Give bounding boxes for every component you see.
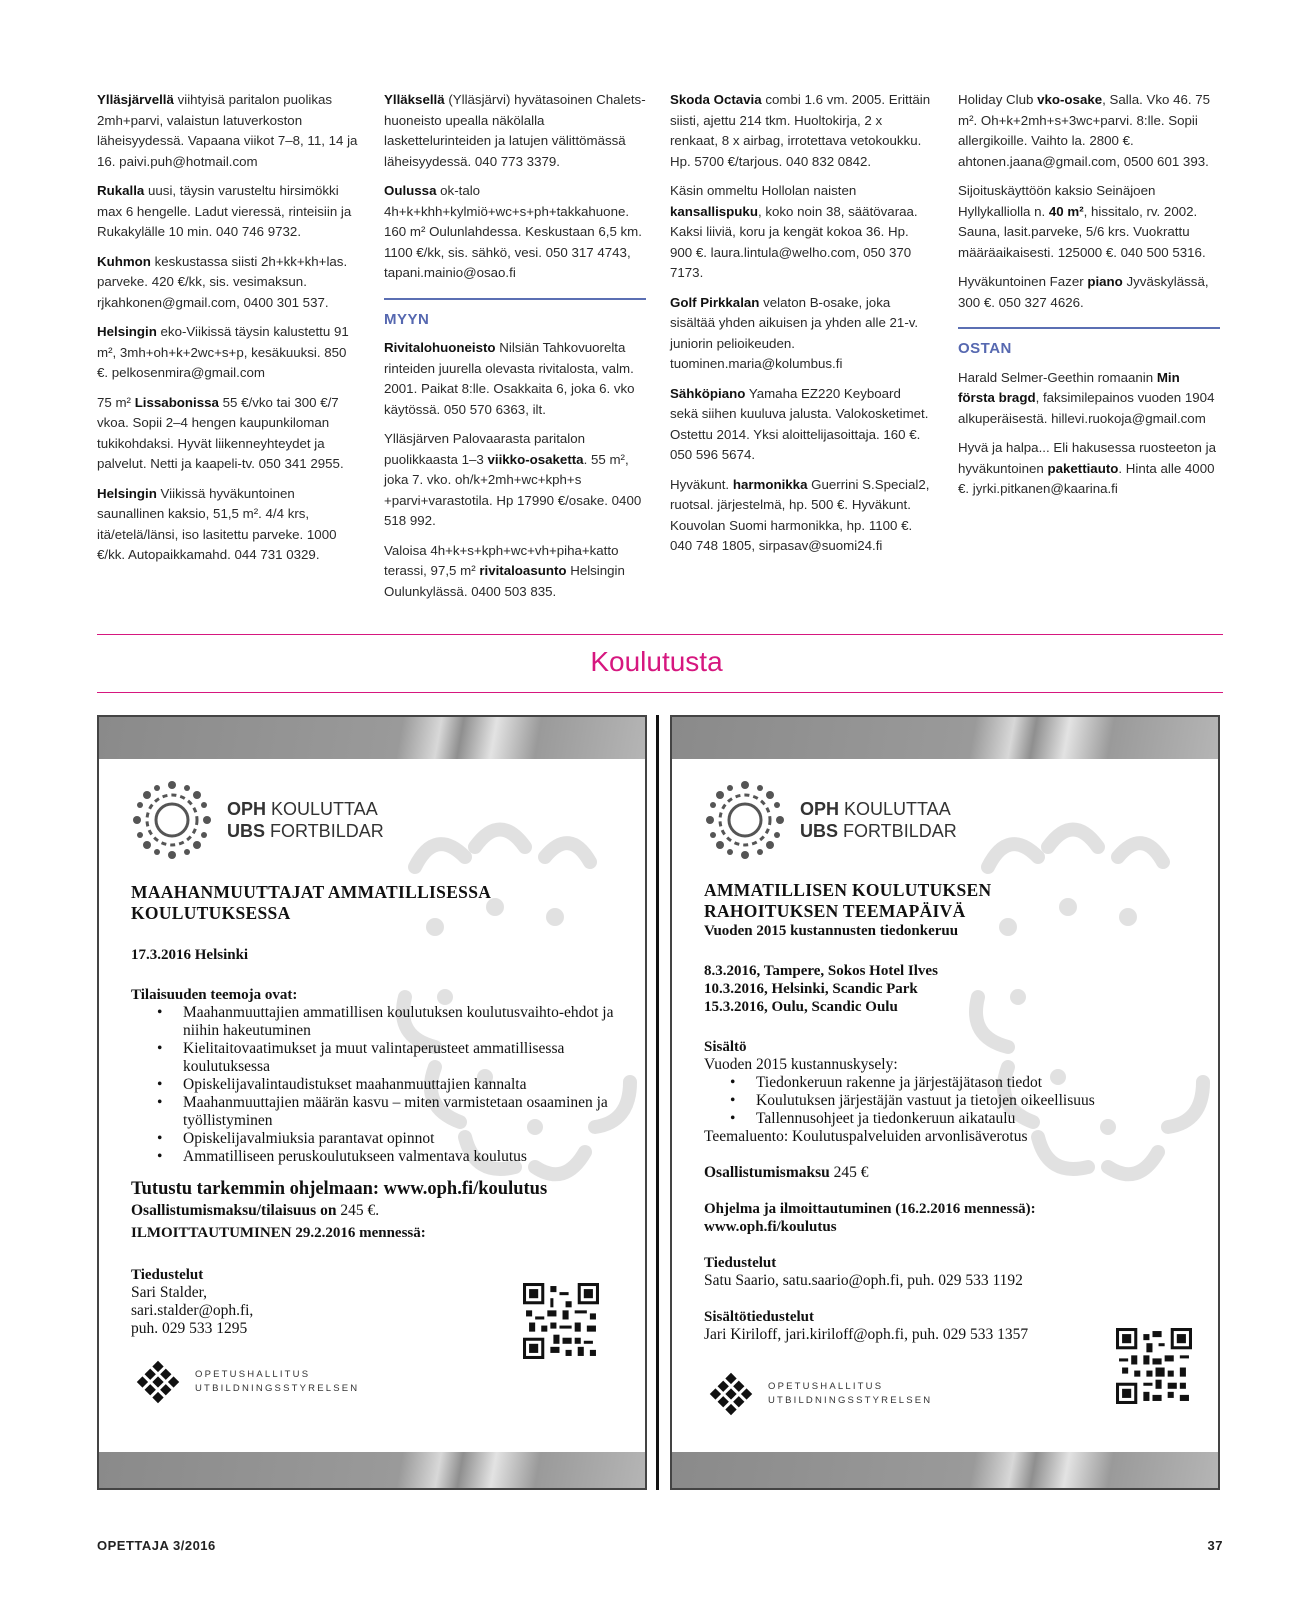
ad-right-body bbox=[704, 880, 1190, 1344]
content-heading: Sisältö bbox=[704, 1039, 747, 1055]
ad-subtitle: Vuoden 2015 kustannusten tiedonkeruu bbox=[704, 923, 959, 939]
section-heading: MYYN bbox=[384, 298, 646, 331]
content-list bbox=[726, 1074, 1190, 1128]
ad-left bbox=[97, 715, 647, 1490]
ad-title: AMMATILLISEN KOULUTUKSEN RAHOITUKSEN TEEMAPÄIVÄ bbox=[704, 880, 992, 921]
list-item: • Koulutuksen järjestäjän vastuut ja tietojen oikeellisuus bbox=[726, 1092, 1190, 1110]
classified-column-3 bbox=[670, 90, 932, 566]
classified-ad: Skoda Octavia combi 1.6 vm. 2005. Erittäin siisti, ajettu 214 tkm. Huoltokirja, 2 x renkaat, 8 x airbag, irrotettava vetokoukku. Hp. 5700 €/tarjous. 040 832 0842. bbox=[670, 92, 931, 169]
classified-ad: Holiday Club vko-osake, Salla. Vko 46. 75 m². Oh+k+2mh+s+3wc+parvi. 8:lle. Sopii allergikoille. Vaihto la. 2800 €. ahtonen.jaana@gmail.com, 0500 601 393. bbox=[958, 92, 1211, 169]
classified-ad: Hyväkunt. harmonikka Guerrini S.Special2, ruotsal. järjestelmä, hp. 500 €. Hyväkunt. Kouvolan Suomi harmonikka, hp. 1100 €. 040 748 1805, sirpasav@suomi24.fi bbox=[670, 476, 930, 553]
lecture-text: Teemaluento: Koulutuspalveluiden arvonlisäverotus bbox=[704, 1128, 1028, 1145]
classified-ad: Harald Selmer-Geethin romaanin Min första bragd, faksimilepainos vuoden 1904 alkuperäisestä. hillevi.ruokoja@gmail.com bbox=[958, 369, 1215, 426]
logo-text: OPH KOULUTTAA UBS FORTBILDAR bbox=[227, 799, 384, 841]
list-item: • Opiskelijavalintaudistukset maahanmuuttajien kannalta bbox=[153, 1076, 617, 1094]
footer-issue: OPETTAJA 3/2016 bbox=[97, 1538, 216, 1553]
oph-sun-icon bbox=[131, 779, 213, 861]
contact-phone: puh. 029 533 1295 bbox=[131, 1320, 248, 1337]
opetushallitus-text: OPETUSHALLITUS UTBILDNINGSSTYRELSEN bbox=[768, 1381, 933, 1406]
fee-text: Osallistumismaksu 245 € bbox=[704, 1164, 869, 1181]
opetushallitus-logo bbox=[706, 1369, 932, 1419]
registration-deadline: ILMOITTAUTUMINEN 29.2.2016 mennessä: bbox=[131, 1225, 426, 1241]
ad-left-body bbox=[131, 882, 617, 1338]
diamond-logo-icon bbox=[706, 1369, 756, 1419]
list-item: • Ammatilliseen peruskoulutukseen valmentava koulutus bbox=[153, 1148, 617, 1166]
classified-ad: Valoisa 4h+k+s+kph+wc+vh+piha+katto terassi, 97,5 m² rivitaloasunto Helsingin Oulunkylässä. 0400 503 835. bbox=[384, 542, 625, 599]
contact-heading: Tiedustelut bbox=[704, 1255, 777, 1271]
content-contact-heading: Sisältötiedustelut bbox=[704, 1309, 815, 1325]
fee-text: Osallistumismaksu/tilaisuus on 245 €. bbox=[131, 1202, 380, 1219]
ad-title: MAAHANMUUTTAJAT AMMATILLISESSA KOULUTUKSESSA bbox=[131, 882, 492, 923]
qr-code-icon[interactable] bbox=[523, 1283, 599, 1359]
themes-list bbox=[153, 1004, 617, 1166]
ad-top-band bbox=[672, 717, 1218, 759]
classified-column-1 bbox=[97, 90, 359, 575]
list-item: • Opiskelijavalmiuksia parantavat opinnot bbox=[153, 1130, 617, 1148]
ad-divider bbox=[656, 715, 659, 1490]
section-rule-top bbox=[97, 634, 1223, 635]
classified-ad: Helsingin eko-Viikissä täysin kalustettu 91 m², 3mh+oh+k+2wc+s+p, kesäkuuksi. 850 €. pelkosenmira@gmail.com bbox=[97, 324, 349, 380]
contact-name: Sari Stalder, bbox=[131, 1284, 208, 1301]
contact-text: Satu Saario, satu.saario@oph.fi, puh. 029 533 1192 bbox=[704, 1272, 1023, 1289]
content-contact-text: Jari Kiriloff, jari.kiriloff@oph.fi, puh. 029 533 1357 bbox=[704, 1326, 1029, 1343]
oph-logo bbox=[704, 779, 957, 861]
classified-ad: Hyväkuntoinen Fazer piano Jyväskylässä, 300 €. 050 327 4626. bbox=[958, 274, 1209, 310]
classified-ad: 75 m² Lissabonissa 55 €/vko tai 300 €/7 vkoa. Sopii 2–4 hengen kaupunkiloman tukikohdaksi. Hyvät liikenneyhteydet ja palvelut. Netti ja kaapeli-tv. 050 341 2955. bbox=[97, 394, 344, 471]
footer-page-number: 37 bbox=[1207, 1538, 1223, 1553]
list-item: • Kielitaitovaatimukset ja muut valintaperusteet ammatillisessa koulutuksessa bbox=[153, 1040, 617, 1076]
classified-ad: Helsingin Viikissä hyväkuntoinen saunallinen kaksio, 51,5 m². 4/4 krs, itä/etelä/länsi, iso lasitettu parveke. 1000 €/kk. Autopaikkamahd. 044 731 0329. bbox=[97, 485, 337, 562]
classified-ad: Oulussa ok-talo 4h+k+khh+kylmiö+wc+s+ph+takkahuone. 160 m² Oulunlahdessa. Keskustaan 6,5 km. 1100 €/kk, sis. sähkö, vesi. 050 317 4743, tapani.mainio@osao.fi bbox=[384, 183, 642, 280]
section-title: Koulutusta bbox=[590, 646, 723, 677]
classified-ad: Käsin ommeltu Hollolan naisten kansallispuku, koko noin 38, säätövaraa. Kaksi liiviä, koru ja kengät kokoa 36. Hp. 900 €. laura.lintula@welho.com, 050 370 7173. bbox=[670, 183, 918, 280]
list-item: • Maahanmuuttajien määrän kasvu – miten varmistetaan osaaminen ja työllistyminen bbox=[153, 1094, 617, 1130]
oph-sun-icon bbox=[704, 779, 786, 861]
contact-heading: Tiedustelut bbox=[131, 1267, 204, 1283]
ad-bottom-band bbox=[672, 1452, 1218, 1488]
classified-ad: Golf Pirkkalan velaton B-osake, joka sisältää yhden aikuisen ja yhden alle 21-v. juniorin pelioikeuden. tuominen.maria@kolumbus.fi bbox=[670, 294, 919, 371]
classified-ad: Ylläsjärven Palovaarasta paritalon puolikkaasta 1–3 viikko-osaketta. 55 m², joka 7. vko. oh/k+2mh+wc+kph+s +parvi+varastotila. Hp 17990 €/osake. 0400 518 992. bbox=[384, 431, 642, 528]
contact-email[interactable]: sari.stalder@oph.fi, bbox=[131, 1302, 254, 1319]
classified-column-2 bbox=[384, 90, 646, 611]
ad-bottom-band bbox=[99, 1452, 645, 1488]
diamond-logo-icon bbox=[133, 1357, 183, 1407]
classified-column-4 bbox=[958, 90, 1220, 509]
program-link[interactable]: Tutustu tarkemmin ohjelmaan: www.oph.fi/koulutus bbox=[131, 1179, 548, 1199]
classified-ad: Ylläsjärvellä viihtyisä paritalon puolikas 2mh+parvi, valaistun latuverkoston läheisyydessä. Vapaana viikot 7–8, 11, 14 ja 16. paivi.puh@hotmail.com bbox=[97, 92, 358, 169]
section-rule-bottom bbox=[97, 692, 1223, 693]
section-heading: OSTAN bbox=[958, 327, 1220, 360]
opetushallitus-logo bbox=[133, 1357, 359, 1407]
classified-ad: Rukalla uusi, täysin varusteltu hirsimökki max 6 hengelle. Ladut vieressä, rinteisiin ja Rukakylälle 10 min. 040 746 9732. bbox=[97, 183, 352, 239]
classified-ad: Hyvä ja halpa... Eli hakusessa ruosteeton ja hyväkuntoinen pakettiauto. Hinta alle 4000 €. jyrki.pitkanen@kaarina.fi bbox=[958, 440, 1216, 496]
classified-ad: Sähköpiano Yamaha EZ220 Keyboard sekä siihen kuuluva jalusta. Valokosketimet. Ostettu 2014. Yksi aloittelijasoittaja. 160 €. 050 596 5674. bbox=[670, 385, 929, 462]
themes-heading: Tilaisuuden teemoja ovat: bbox=[131, 987, 298, 1003]
ad-right bbox=[670, 715, 1220, 1490]
ad-top-band bbox=[99, 717, 645, 759]
event-dates: 8.3.2016, Tampere, Sokos Hotel Ilves 10.3.2016, Helsinki, Scandic Park 15.3.2016, Oulu, Scandic Oulu bbox=[704, 963, 938, 1015]
list-item: • Tiedonkeruun rakenne ja järjestäjätason tiedot bbox=[726, 1074, 1190, 1092]
list-item: • Maahanmuuttajien ammatillisen koulutuksen koulutusvaihto-ehdot ja niihin hakeutuminen bbox=[153, 1004, 617, 1040]
program-heading: Ohjelma ja ilmoittautuminen (16.2.2016 mennessä): bbox=[704, 1201, 1036, 1217]
qr-code-icon[interactable] bbox=[1116, 1328, 1192, 1404]
event-date: 17.3.2016 Helsinki bbox=[131, 947, 249, 963]
program-link[interactable]: www.oph.fi/koulutus bbox=[704, 1219, 837, 1235]
classified-ad: Ylläksellä (Ylläsjärvi) hyvätasoinen Chalets-huoneisto upealla näkölalla laskettelurinteiden ja latujen välittömässä läheisyydessä. 040 773 3379. bbox=[384, 92, 646, 169]
oph-logo bbox=[131, 779, 384, 861]
logo-text: OPH KOULUTTAA UBS FORTBILDAR bbox=[800, 799, 957, 841]
content-intro: Vuoden 2015 kustannuskysely: bbox=[704, 1056, 898, 1073]
classified-ad: Sijoituskäyttöön kaksio Seinäjoen Hyllykalliolla n. 40 m², hissitalo, rv. 2002. Sauna, lasit.parveke, 5/6 krs. Vuokrattu määräaikaisesti. 125000 €. 040 500 5316. bbox=[958, 183, 1206, 260]
classified-ad: Rivitalohuoneisto Nilsiän Tahkovuorelta rinteiden juurella olevasta rivitalosta, valm. 2001. Paikat 8:lle. Osakkaita 6, joka 6. vko käytössä. 050 570 6363, ilt. bbox=[384, 340, 635, 417]
opetushallitus-text: OPETUSHALLITUS UTBILDNINGSSTYRELSEN bbox=[195, 1369, 360, 1394]
list-item: • Tallennusohjeet ja tiedonkeruun aikataulu bbox=[726, 1110, 1190, 1128]
classified-ad: Kuhmon keskustassa siisti 2h+kk+kh+las. parveke. 420 €/kk, sis. vesimaksun. rjkahkonen@gmail.com, 0400 301 537. bbox=[97, 253, 348, 310]
